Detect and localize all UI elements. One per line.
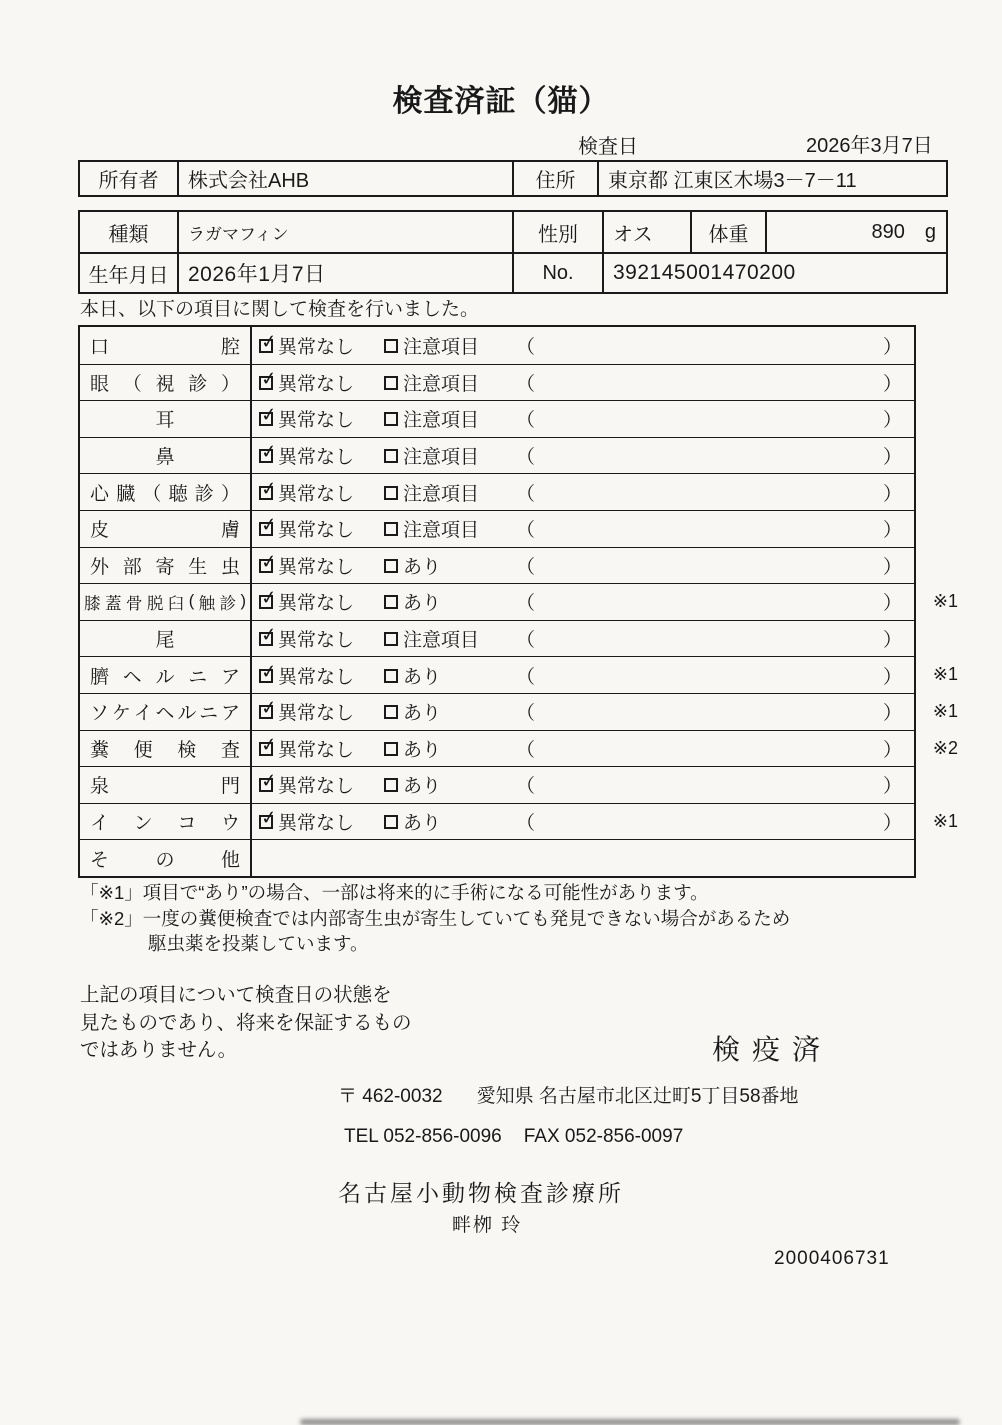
check-option-label: あり xyxy=(403,593,442,615)
page-title: 検査済証（猫） xyxy=(392,85,610,118)
intro-text: 本日、以下の項目に関して検査を行いました。 xyxy=(80,299,480,320)
remarks-paren-field: （ ） xyxy=(516,776,902,798)
clinic-address-line xyxy=(338,1081,799,1108)
check-option xyxy=(252,694,380,730)
check-option xyxy=(380,327,512,364)
check-option-label: 異常なし xyxy=(278,447,355,469)
check-mark-icon: ✓ xyxy=(259,697,278,721)
footnote-2: 「※2」一度の糞便検査では内部寄生虫が寄生していても発見できない場合があるため xyxy=(80,907,791,929)
number-label: No. xyxy=(512,254,602,292)
check-option xyxy=(380,438,512,474)
check-option-label: あり xyxy=(403,776,442,798)
checklist-row xyxy=(80,547,914,584)
disclaimer-line-2: 見たものであり、将来を保証するもの xyxy=(80,1011,412,1034)
sex-label: 性別 xyxy=(512,212,602,252)
check-option xyxy=(252,804,380,840)
check-option xyxy=(380,401,512,437)
pet-info-table xyxy=(78,210,948,294)
check-mark-icon: ✓ xyxy=(259,807,278,830)
clinic-name: 名古屋小動物検査診療所 xyxy=(338,1180,624,1206)
footnote-mark: ※1 xyxy=(932,664,958,685)
check-mark-icon: ✓ xyxy=(259,368,278,391)
inspection-date-label: 検査日 xyxy=(578,136,638,158)
check-option-label: 注意項目 xyxy=(403,447,480,469)
check-option-label: 異常なし xyxy=(278,410,355,432)
weight-value-cell xyxy=(765,212,950,252)
number-value: 392145001470200 xyxy=(602,254,946,292)
checkbox-no-abnormality-5[interactable] xyxy=(259,514,278,538)
checklist-row xyxy=(80,437,914,474)
checkbox-no-abnormality-4[interactable] xyxy=(259,477,278,501)
remarks-paren-field: （ ） xyxy=(516,813,902,835)
check-option-label: 注意項目 xyxy=(403,520,480,542)
disclaimer-text xyxy=(80,982,412,1065)
checkbox-no-abnormality-10[interactable] xyxy=(259,697,278,721)
item-name: 膝 蓋 骨 脱 臼 ( 触 診 ) xyxy=(80,584,252,620)
checklist-row xyxy=(80,364,914,401)
check-mark-icon: ✓ xyxy=(259,514,278,538)
veterinarian-name: 畔栁 玲 xyxy=(452,1215,523,1236)
item-name: イ ン コ ウ xyxy=(80,804,252,840)
check-option-label: 異常なし xyxy=(278,556,355,578)
check-option-label: 異常なし xyxy=(278,703,355,725)
checkbox-finding-0[interactable] xyxy=(384,339,398,353)
pet-info-row-2 xyxy=(80,252,946,292)
check-option-label: 異常なし xyxy=(278,776,355,798)
check-option xyxy=(380,584,512,620)
serial-number: 2000406731 xyxy=(774,1248,890,1269)
check-mark-icon: ✓ xyxy=(259,587,278,611)
checkbox-finding-7[interactable] xyxy=(384,595,398,609)
check-option xyxy=(380,621,512,657)
check-option xyxy=(380,731,512,767)
check-option xyxy=(252,438,380,474)
check-option-label: 異常なし xyxy=(278,666,355,688)
check-option-label: 注意項目 xyxy=(403,483,480,505)
item-name: 耳 xyxy=(80,401,252,437)
checklist-row xyxy=(80,839,914,876)
check-option-label: 異常なし xyxy=(278,739,355,761)
item-name: 皮 膚 xyxy=(80,511,252,547)
clinic-tel: TEL 052-856-0096 xyxy=(344,1126,502,1147)
item-name: そ の 他 xyxy=(80,840,252,876)
check-option-label: 異常なし xyxy=(278,336,355,358)
footnote-mark: ※1 xyxy=(932,700,958,721)
check-option xyxy=(252,548,380,584)
check-mark-icon: ✓ xyxy=(259,441,278,464)
footnote-mark: ※1 xyxy=(932,810,958,831)
weight-value: 890 xyxy=(871,220,905,243)
footnote-mark: ※1 xyxy=(932,591,958,612)
remarks-paren-field: （ ） xyxy=(516,739,902,761)
disclaimer-line-1: 上記の項目について検査日の状態を xyxy=(80,984,392,1006)
check-option xyxy=(252,657,380,693)
check-option-label: 異常なし xyxy=(278,373,355,395)
checkbox-no-abnormality-13[interactable] xyxy=(259,807,278,830)
weight-unit: g xyxy=(924,220,936,243)
remarks-paren-field: （ ） xyxy=(516,703,902,725)
checkbox-finding-13[interactable] xyxy=(384,815,398,829)
checklist-row xyxy=(80,510,914,547)
check-option xyxy=(252,401,380,437)
clinic-address: 愛知県 名古屋市北区辻町5丁目58番地 xyxy=(476,1086,799,1107)
disclaimer-line-3: ではありません。 xyxy=(80,1039,238,1061)
checklist-row xyxy=(80,620,914,657)
checkbox-finding-12[interactable] xyxy=(384,778,398,792)
checklist-row xyxy=(80,656,958,693)
breed-label: 種類 xyxy=(108,223,149,246)
check-option-label: あり xyxy=(403,703,442,725)
owner-label: 所有者 xyxy=(98,170,159,192)
pet-info-row-1 xyxy=(80,212,946,252)
checkbox-no-abnormality-6[interactable] xyxy=(259,551,278,574)
footnote-2-continued: 駆虫薬を投薬しています。 xyxy=(148,933,369,954)
check-mark-icon: ✓ xyxy=(259,770,278,794)
item-name: 糞 便 検 査 xyxy=(80,731,252,767)
remarks-paren-field: （ ） xyxy=(516,447,902,469)
check-option xyxy=(252,767,380,803)
check-option xyxy=(252,327,380,364)
item-name: 心 臓 （ 聴 診 ） xyxy=(80,474,252,510)
check-option xyxy=(252,474,380,510)
footnote-1: 「※1」項目で“あり”の場合、一部は将来的に手術になる可能性があります。 xyxy=(80,882,709,903)
footnote-mark: ※2 xyxy=(932,737,958,758)
check-option xyxy=(252,511,380,547)
checklist-row xyxy=(80,400,914,437)
address-value: 東京都 江東区木場3－7－11 xyxy=(597,162,946,195)
owner-table xyxy=(78,160,948,197)
checkbox-no-abnormality-1[interactable] xyxy=(259,368,278,391)
empty-cell xyxy=(252,840,914,876)
checkbox-finding-4[interactable] xyxy=(384,486,398,500)
address-label: 住所 xyxy=(512,162,597,195)
checklist-table xyxy=(78,325,958,878)
check-option xyxy=(252,731,380,767)
checkbox-no-abnormality-7[interactable] xyxy=(259,587,278,611)
check-option-label: あり xyxy=(403,739,442,761)
remarks-paren-field: （ ） xyxy=(516,520,902,542)
check-option-label: 異常なし xyxy=(278,813,355,835)
remarks-paren-field: （ ） xyxy=(516,373,902,395)
check-option-label: 注意項目 xyxy=(403,630,480,652)
checkbox-no-abnormality-3[interactable] xyxy=(259,441,278,464)
remarks-paren-field: （ ） xyxy=(516,556,902,578)
check-option-label: 異常なし xyxy=(278,593,355,615)
checkbox-finding-11[interactable] xyxy=(384,742,398,756)
sex-value: オス xyxy=(602,212,690,252)
item-name: ソ ケ イ ヘ ル ニ ア xyxy=(80,694,252,730)
item-name: 臍 ヘ ル ニ ア xyxy=(80,657,252,693)
item-name: 尾 xyxy=(80,621,252,657)
checkbox-no-abnormality-9[interactable] xyxy=(259,660,278,684)
item-name: 鼻 xyxy=(80,438,252,474)
checklist-row xyxy=(80,693,958,730)
checkbox-finding-8[interactable] xyxy=(384,632,398,646)
checkbox-no-abnormality-11[interactable] xyxy=(259,734,278,757)
remarks-paren-field: （ ） xyxy=(516,630,902,652)
remarks-paren-field: （ ） xyxy=(516,336,902,358)
checkbox-finding-9[interactable] xyxy=(384,669,398,683)
remarks-paren-field: （ ） xyxy=(516,666,902,688)
item-name: 口 腔 xyxy=(80,327,252,364)
check-option xyxy=(380,548,512,584)
inspection-date-value: 2026年3月7日 xyxy=(806,135,933,157)
checkbox-no-abnormality-12[interactable] xyxy=(259,770,278,794)
check-option xyxy=(380,511,512,547)
birthdate-value: 2026年1月7日 xyxy=(177,254,512,292)
check-option xyxy=(380,804,512,840)
checklist-row xyxy=(80,730,958,767)
clinic-postal-code: 〒 462-0032 xyxy=(338,1086,443,1107)
quarantine-passed-stamp: 検疫済 xyxy=(712,1034,833,1065)
scan-artifact xyxy=(300,1419,960,1425)
check-option xyxy=(252,584,380,620)
checkbox-finding-1[interactable] xyxy=(384,376,398,390)
remarks-paren-field: （ ） xyxy=(516,593,902,615)
checkbox-no-abnormality-0[interactable] xyxy=(259,331,278,354)
check-mark-icon: ✓ xyxy=(259,551,278,574)
check-mark-icon: ✓ xyxy=(259,477,278,501)
checkbox-no-abnormality-8[interactable] xyxy=(259,624,278,647)
check-option-label: 異常なし xyxy=(278,630,355,652)
footnotes xyxy=(80,880,790,957)
breed-value: ラガマフィン xyxy=(177,212,512,252)
check-mark-icon: ✓ xyxy=(259,404,278,428)
weight-label: 体重 xyxy=(690,212,765,252)
check-mark-icon: ✓ xyxy=(259,624,278,647)
remarks-paren-field: （ ） xyxy=(516,483,902,505)
check-option-label: 異常なし xyxy=(278,483,355,505)
check-option-label: 注意項目 xyxy=(403,410,480,432)
checklist-row xyxy=(80,327,914,364)
clinic-fax: FAX 052-856-0097 xyxy=(523,1126,684,1147)
checkbox-finding-3[interactable] xyxy=(384,449,398,463)
checkbox-finding-10[interactable] xyxy=(384,705,398,719)
checkbox-finding-2[interactable] xyxy=(384,412,398,426)
check-option xyxy=(380,767,512,803)
checkbox-finding-6[interactable] xyxy=(384,559,398,573)
check-option xyxy=(380,657,512,693)
check-option-label: 注意項目 xyxy=(403,336,480,358)
clinic-phone-line xyxy=(344,1126,683,1148)
check-mark-icon: ✓ xyxy=(259,734,278,757)
check-option xyxy=(252,365,380,401)
checklist-row xyxy=(80,583,958,620)
checkbox-finding-5[interactable] xyxy=(384,522,398,536)
item-name: 泉 門 xyxy=(80,767,252,803)
check-option xyxy=(380,474,512,510)
owner-value: 株式会社AHB xyxy=(177,162,512,195)
check-mark-icon: ✓ xyxy=(259,660,278,684)
remarks-paren-field: （ ） xyxy=(516,410,902,432)
check-option-label: あり xyxy=(403,813,442,835)
item-name: 眼 （ 視 診 ） xyxy=(80,365,252,401)
check-option xyxy=(252,621,380,657)
checklist-row xyxy=(80,473,914,510)
item-name: 外 部 寄 生 虫 xyxy=(80,548,252,584)
check-option-label: あり xyxy=(403,556,442,578)
check-mark-icon: ✓ xyxy=(259,331,278,354)
checklist-row xyxy=(80,766,914,803)
birthdate-label: 生年月日 xyxy=(88,264,169,287)
check-option xyxy=(380,365,512,401)
check-option-label: 注意項目 xyxy=(403,373,480,395)
checkbox-no-abnormality-2[interactable] xyxy=(259,404,278,428)
check-option-label: あり xyxy=(403,666,442,688)
checklist-row xyxy=(80,803,958,840)
check-option xyxy=(380,694,512,730)
check-option-label: 異常なし xyxy=(278,520,355,542)
